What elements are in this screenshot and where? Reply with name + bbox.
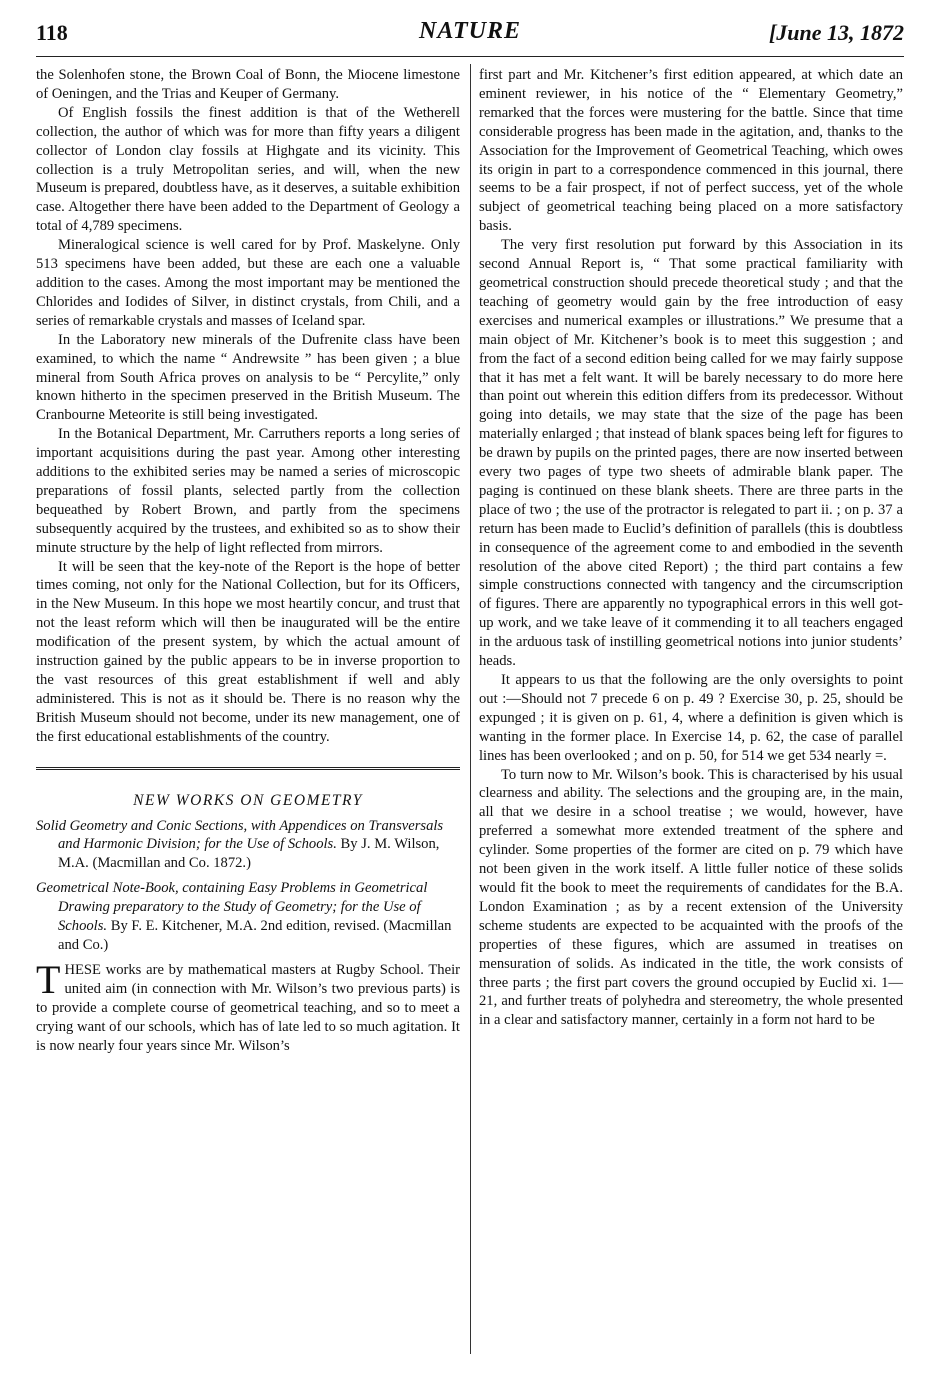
journal-title: NATURE [418,18,522,44]
paragraph: To turn now to Mr. Wilson’s book. This is characterised by his usual clearness and ability. The selections and the grouping are, in the main, all that we desire in a school treatise ; we would, however, have preferred a somewhat more extended treatment of the sphere and cylinder. Some properties of the former are cited on p. 79 which have not been given in the work itself. A little fuller notice of these solids would fit the book to meet the requirements of candidates for the B.A. London Examination ; as by a recent extension of the University scheme students are expected to be acquainted with the proofs of the properties of these figures, which are assumed in treatises on mensuration of solids. As indicated in the title, the work consists of three parts ; the first part covers the ground occupied by Euclid xi. 1—21, and further treats of polyhedra and stereometry, the whole presented in a clear and satisfactory manner, certainly in a form not hard to be [479,766,903,1029]
paragraph: It appears to us that the following are the only oversights to point out :—Should not 7 precede 6 on p. 49 ? Exercise 30, p. 25, should be expunged ; it is given on p. 61, 4, where a definition is given which is wanting in the former place. In Exercise 14, p. 62, the case of parallel lines has been overlooked ; and on p. 50, for 514 we get 534 nearly =. [479,672,903,764]
book-title: Solid Geometry and Conic Sections, with Appendices on Transversals and Harmonic Division; for the Use of Schools. [36,817,444,853]
column-divider [470,64,471,1354]
paragraph: It will be seen that the key-note of the Report is the hope of better times coming, not only for the National Collection, but for its Officers, in the New Museum. In this hope we most heartily concur, and trust that not the least reform which will then be inaugurated will be the entire modification of the present system, by which the actual amount of instruction gained by the public appears to be in inverse proportion to the vast resources of this great establishment if well and ably administered. This is not as it should be. There is no reason why the British Museum should not become, under its new management, one of the first educational establishments of the country. [36,558,460,745]
header-rule [36,56,904,57]
left-column [36,66,460,1055]
book-details: By J. M. Wilson, M.A. (Macmillan and Co. 1872.) [58,836,440,872]
paragraph: The very first resolution put forward by this Association in its second Annual Report is, “ That some practical familiarity with geometrical construction should precede theoretical study ; and that the teaching of geometry would gain by the free introduction of easy exercises and numerical examples or illustrations.” We presume that a main object of Mr. Kitchener’s book is to meet this suggestion ; and from the fact of a second edition being called for we may fairly suppose that it has met a felt want. It will be barely necessary to do more here than point out wherein this edition differs from its predecessor. Without going into details, we may state that the size of the page has been materially enlarged ; that instead of blank spaces being left for figures to be drawn by pupils on the printed pages, there are now inserted between every two pages of type two sheets of admirable blank paper. The paging is continued on these blank sheets. There are three parts in the place of two ; the use of the protractor is relegated to part ii. ; on p. 37 a return has been made to Euclid’s definition of parallels (this is doubtless in consequence of the agreement come to and embodied in the seventh resolution of the above cited Report) ; the third part contains a few simple constructions connected with tangency and the circumscription of figures. There are apparently no typographical errors in this well got-up work, and we take leave of it commending it to all teachers engaged in the arduous task of instilling geometrical notions into junior students’ heads. [479,237,903,670]
paragraph: In the Botanical Department, Mr. Carruthers reports a long series of important acquisitions during the past year. Among other interesting additions to the exhibited series may be named a series of microscopic preparations of fossil plants, selected partly from the collection bequeathed by Robert Brown, and partly from the specimens subsequently acquired by the trustees, and exhibited so as to show their minute structure by the help of light reflected from mirrors. [36,426,460,556]
lead-paragraph [36,956,460,1056]
paragraph: Mineralogical science is well cared for by Prof. Maskelyne. Only 513 specimens have been added, but these are each one a valuable addition to the cases. Among the most important may be mentioned the Chlorides and Iodides of Silver, in distinct crystals, from Chili, and a series of remarkable crystals and masses of Iceland spar. [36,237,460,329]
page-header [36,18,904,52]
page-number: 118 [36,20,68,45]
issue-date: [June 13, 1872 [768,20,904,45]
book-details: By F. E. Kitchener, M.A. 2nd edition, revised. (Macmillan and Co.) [58,918,452,953]
section-title: NEW WORKS ON GEOMETRY [133,791,363,809]
lead-text: HESE works are by mathematical masters at Rugby School. Their united aim (in connection with Mr. Wilson’s two previous parts) is to provide a complete course of geometrical teaching, and so to meet a crying want of our schools, which has of late led to so much agitation. It is now nearly four years since Mr. Wilson’s [36,961,460,1054]
bibliography-entry [36,879,460,955]
drop-cap: T [36,956,61,1002]
paragraph: Of English fossils the finest addition is that of the Wetherell collection, the author of which was for more than fifty years a diligent collector of London clay fossils at Highgate and its vicinity. This collection is a truly Metropolitan series, and will, when the new Museum is prepared, doubtless have, as it deserves, a suitable exhibition case. Altogether there have been added to the Department of Geology a total of 4,789 specimens. [36,104,460,235]
paragraph: first part and Mr. Kitchener’s first edition appeared, at which date an eminent reviewer, in his notice of the “ Elementary Geometry,” remarked that the forces were mustering for the battle. Since that time considerable progress has been made in the agitation, and, thanks to the Association for the Improvement of Geometrical Teaching, which owes its origin in part to a correspondence commenced in this journal, there seems to be a fair prospect, if not of perfect success, yet of the whole subject of geometrical teaching being placed on a more satisfactory basis. [479,67,903,235]
section-separator [36,767,460,770]
bibliography-entry [36,817,460,874]
paragraph: the Solenhofen stone, the Brown Coal of Bonn, the Miocene limestone of Oeningen, and the Trias and Keuper of Germany. [36,67,460,102]
right-column [479,66,903,1030]
paragraph: In the Laboratory new minerals of the Dufrenite class have been examined, to which the name “ Andrewsite ” has been given ; a blue mineral from South Africa proves on analysis to be “ Percylite,” only known hitherto in the specimen preserved in the British Museum. The Cranbourne Meteorite is still being investigated. [36,331,460,424]
book-title: Geometrical Note-Book, containing Easy Problems in Geometrical Drawing preparatory to the Study of Geometry; for the Use of Schools. [36,880,428,935]
